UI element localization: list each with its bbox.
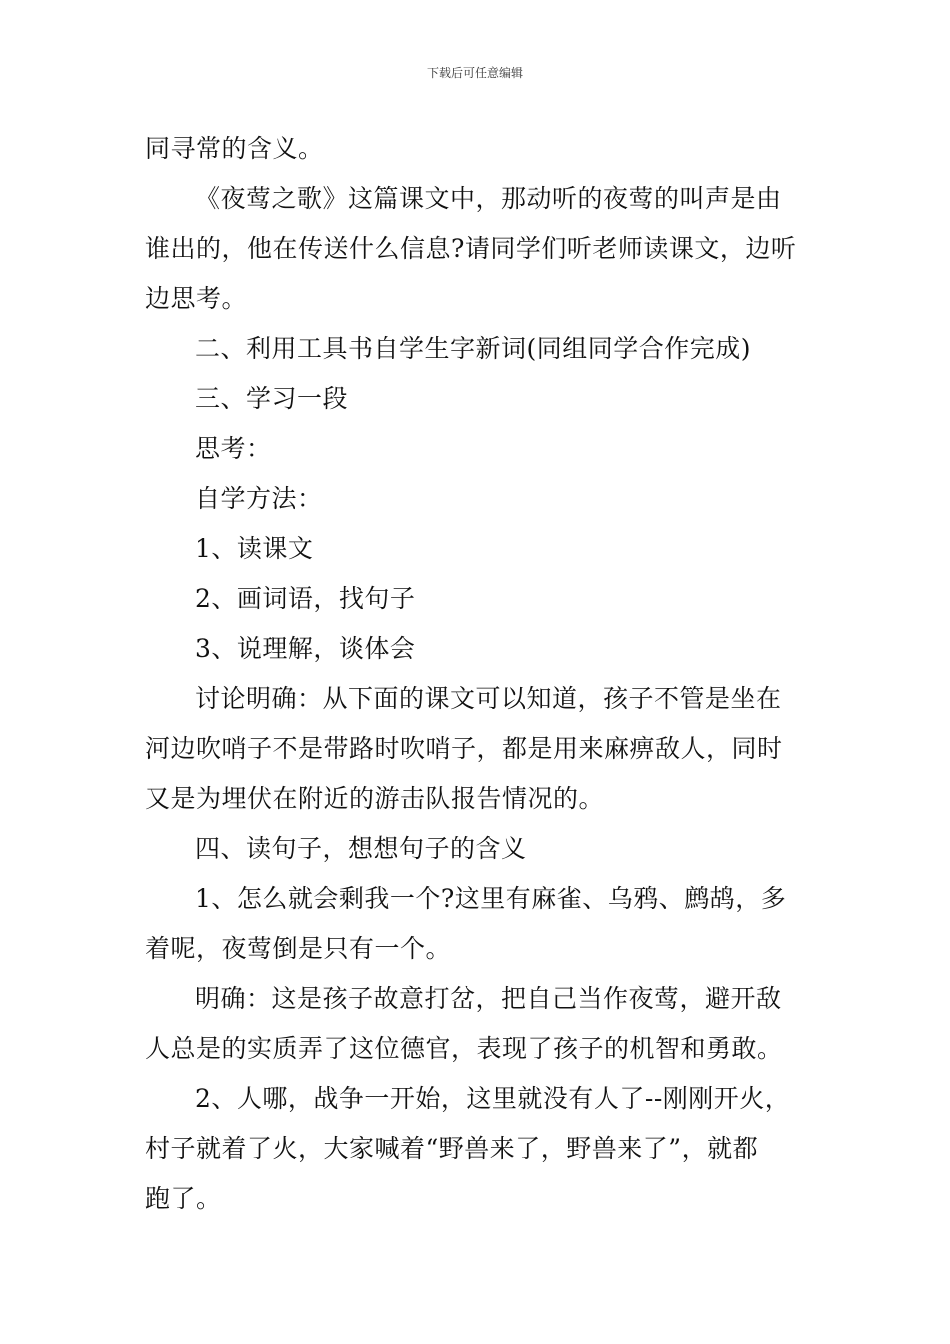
text-line: 又是为埋伏在附近的游击队报告情况的。 — [145, 784, 605, 813]
text-line: 人总是的实质弄了这位德官，表现了孩子的机智和勇敢。 — [145, 1034, 783, 1063]
text-line: 河边吹哨子不是带路时吹哨子，都是用来麻痹敌人，同时 — [145, 734, 783, 763]
text-line: 着呢，夜莺倒是只有一个。 — [145, 934, 452, 963]
page-header: 下载后可任意编辑 — [426, 66, 523, 80]
text-line: 明确：这是孩子故意打岔，把自己当作夜莺，避开敌 — [195, 984, 782, 1013]
text-line: 讨论明确：从下面的课文可以知道，孩子不管是坐在 — [195, 684, 782, 713]
text-line: 二、利用工具书自学生字新词(同组同学合作完成) — [195, 334, 752, 363]
text-line: 边思考。 — [145, 284, 248, 313]
text-line: 2、画词语，找句子 — [195, 584, 416, 613]
text-line: 谁出的，他在传送什么信息?请同学们听老师读课文，边听 — [145, 234, 797, 263]
text-line: 2、人哪，战争一开始，这里就没有人了--刚刚开火， — [195, 1084, 791, 1113]
text-line: 同寻常的含义。 — [145, 134, 324, 163]
text-line: 1、怎么就会剩我一个?这里有麻雀、乌鸦、鹧鸪，多 — [195, 884, 787, 913]
text-line: 跑了。 — [145, 1184, 222, 1213]
text-line: 思考： — [195, 434, 272, 463]
text-line: 自学方法： — [195, 484, 323, 513]
text-line: 四、读句子，想想句子的含义 — [195, 834, 527, 863]
document-body — [145, 124, 807, 1224]
text-line: 1、读课文 — [195, 534, 314, 563]
text-line: 3、说理解，谈体会 — [195, 634, 416, 663]
text-line: 《夜莺之歌》这篇课文中，那动听的夜莺的叫声是由 — [195, 184, 782, 213]
text-line: 三、学习一段 — [195, 384, 349, 413]
text-line: 村子就着了火，大家喊着“野兽来了，野兽来了”，就都 — [145, 1134, 759, 1163]
